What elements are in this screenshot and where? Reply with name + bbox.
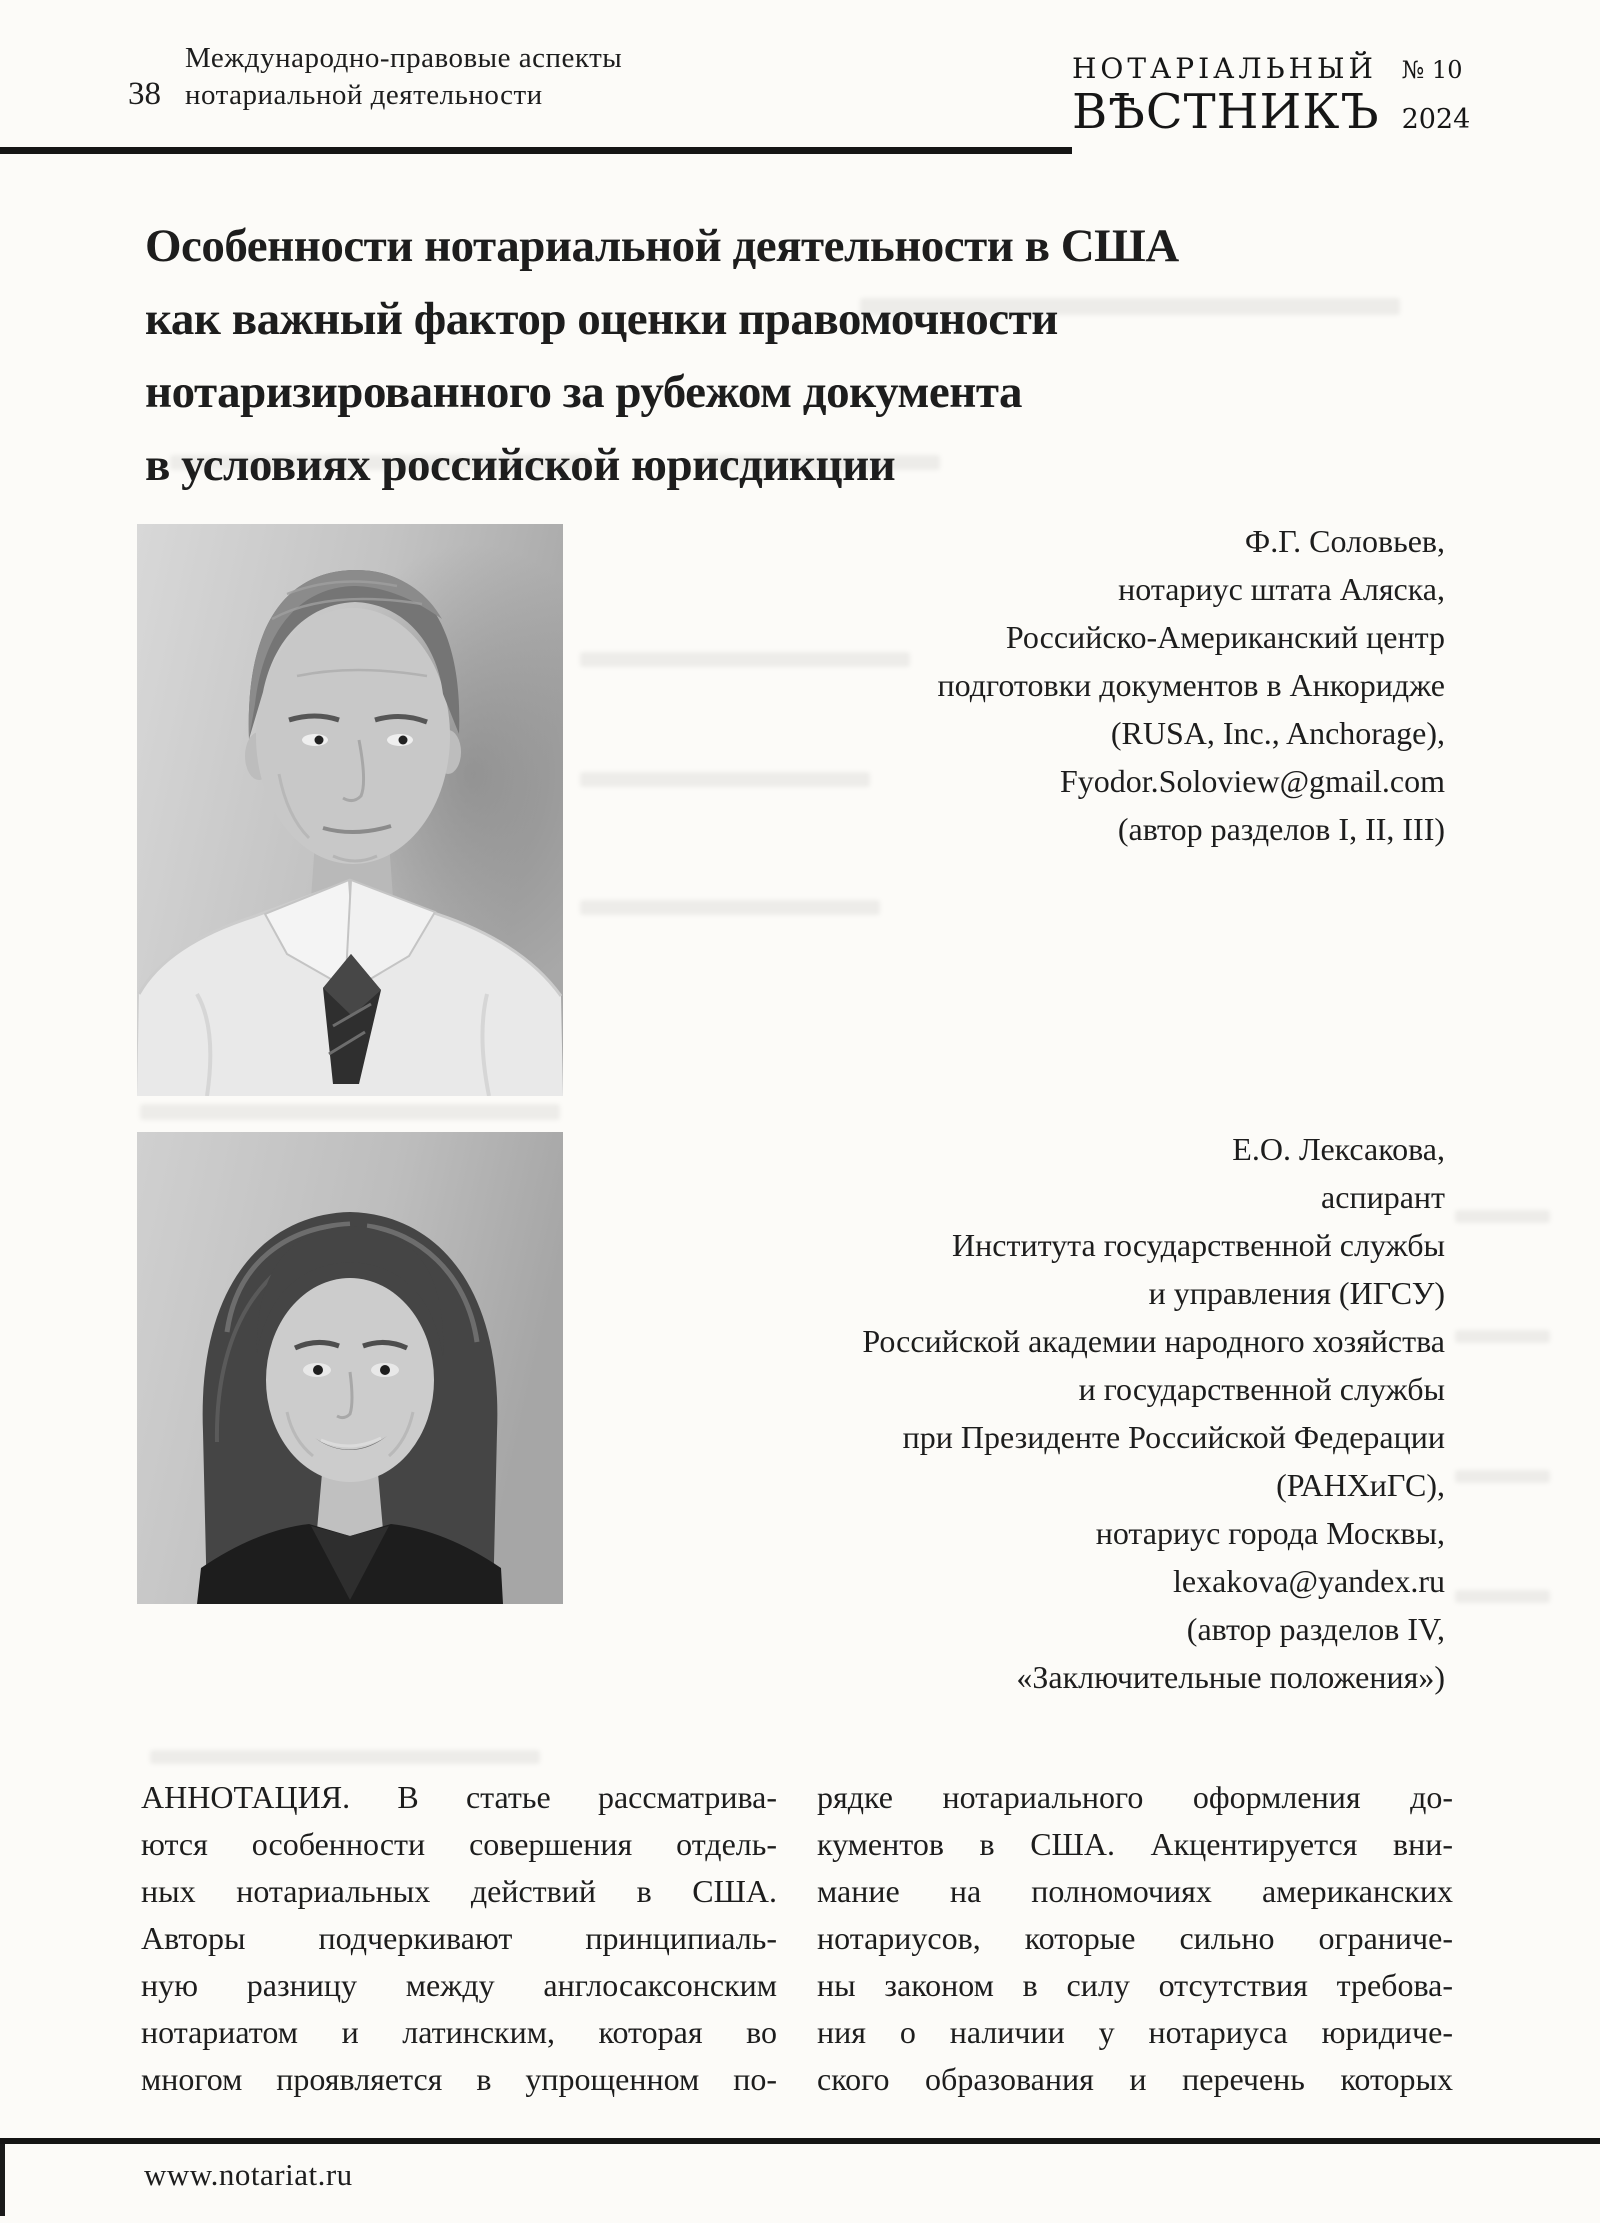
author-block-lexakova-line: lexakova@yandex.ru (1172, 1563, 1445, 1599)
masthead-logo (1072, 52, 1470, 138)
author-block-lexakova-line: при Президенте Российской Федерации (902, 1419, 1445, 1455)
section-title (185, 40, 622, 114)
author-block-soloviev-line: (RUSA, Inc., Anchorage), (1110, 715, 1445, 751)
portrait-photo-man (137, 524, 563, 1096)
bleed-through-artifact (1455, 1210, 1550, 1223)
author-block-soloviev-line: (автор разделов I, II, III) (1117, 811, 1445, 847)
masthead-title-line2: ВѢСТНИКЪ (1072, 84, 1380, 140)
article-title-line: в условиях российской юрисдикции (145, 439, 896, 491)
abstract-left-column (141, 1774, 777, 2103)
section-title-line: нотариальной деятельности (185, 79, 543, 111)
author-block-lexakova-line: аспирант (1321, 1179, 1445, 1215)
bleed-through-artifact (580, 900, 880, 915)
bleed-through-artifact (1455, 1330, 1550, 1343)
abstract-left-column-line: ную разницу между англосаксонским (141, 1967, 777, 2003)
abstract-right-column-line: ского образования и перечень которых (817, 2061, 1453, 2097)
author-block-lexakova-line: и государственной службы (1078, 1371, 1445, 1407)
article-title-line: Особенности нотариальной деятельности в США (145, 220, 1179, 272)
header-rule (0, 147, 1072, 154)
author-block-lexakova-line: (РАНХиГС), (1276, 1467, 1445, 1503)
abstract-right-column-line: мание на полномочиях американских (817, 1873, 1453, 1909)
author-block-lexakova-line: нотариус города Москвы, (1095, 1515, 1445, 1551)
author-block-soloviev-line: нотариус штата Аляска, (1118, 571, 1445, 607)
section-title-line: Международно-правовые аспекты (185, 42, 623, 74)
masthead-issue-number: № 10 (1401, 56, 1463, 84)
abstract-right-column-line: ны законом в силу отсутствия требова- (817, 1967, 1453, 2003)
portrait-man-illustration (137, 524, 563, 1096)
author-block-lexakova-line: Е.О. Лексакова, (1232, 1131, 1445, 1167)
footer-rule (0, 2138, 1600, 2144)
scan-edge-artifact (0, 2144, 5, 2216)
footer-website: www.notariat.ru (144, 2157, 353, 2192)
bleed-through-artifact (140, 1104, 560, 1120)
article-title (145, 210, 1475, 502)
abstract-right-column-line: кументов в США. Акцентируется вни- (817, 1826, 1453, 1862)
abstract-left-column-line: ются особенности совершения отдель- (141, 1826, 777, 1862)
bleed-through-artifact (150, 1750, 540, 1764)
abstract-left-column-line: многом проявляется в упрощенном по- (141, 2061, 777, 2097)
author-block-lexakova-line: «Заключительные положения») (1016, 1659, 1445, 1695)
author-block-lexakova-line: Института государственной службы (952, 1227, 1445, 1263)
abstract-right-column-line: рядке нотариального оформления до- (817, 1779, 1453, 1815)
abstract-left-column-line: нотариатом и латинским, которая во (141, 2014, 777, 2050)
author-block-soloviev (600, 517, 1445, 853)
abstract-right-column-line: ния о наличии у нотариуса юридиче- (817, 2014, 1453, 2050)
masthead-title-line1: НОТАРІАЛЬНЫЙ (1072, 52, 1377, 85)
abstract-right-column-line: нотариусов, которые сильно ограниче- (817, 1920, 1453, 1956)
abstract-right-column (817, 1774, 1453, 2103)
article-title-line: нотаризированного за рубежом документа (145, 366, 1022, 418)
article-title-line: как важный фактор оценки правомочности (145, 293, 1058, 345)
author-block-soloviev-line: подготовки документов в Анкоридже (937, 667, 1445, 703)
abstract-left-column-line: ных нотариальных действий в США. (141, 1873, 777, 1909)
author-block-lexakova-line: (автор разделов IV, (1186, 1611, 1445, 1647)
author-block-soloviev-line: Ф.Г. Соловьев, (1244, 523, 1445, 559)
author-block-lexakova-line: и управления (ИГСУ) (1148, 1275, 1445, 1311)
masthead-year: 2024 (1401, 104, 1471, 135)
author-block-lexakova (487, 1125, 1445, 1701)
author-block-soloviev-line: Российско-Американский центр (1005, 619, 1445, 655)
header-left (128, 40, 622, 114)
author-block-lexakova-line: Российской академии народного хозяйства (862, 1323, 1445, 1359)
author-block-soloviev-line: Fyodor.Soloview@gmail.com (1059, 763, 1445, 799)
bleed-through-artifact (1455, 1470, 1550, 1483)
page-number: 38 (128, 76, 161, 112)
abstract-left-column-line: Авторы подчеркивают принципиаль- (141, 1920, 777, 1956)
abstract-left-column-line: АННОТАЦИЯ. В статье рассматрива- (141, 1779, 777, 1815)
bleed-through-artifact (1455, 1590, 1550, 1603)
